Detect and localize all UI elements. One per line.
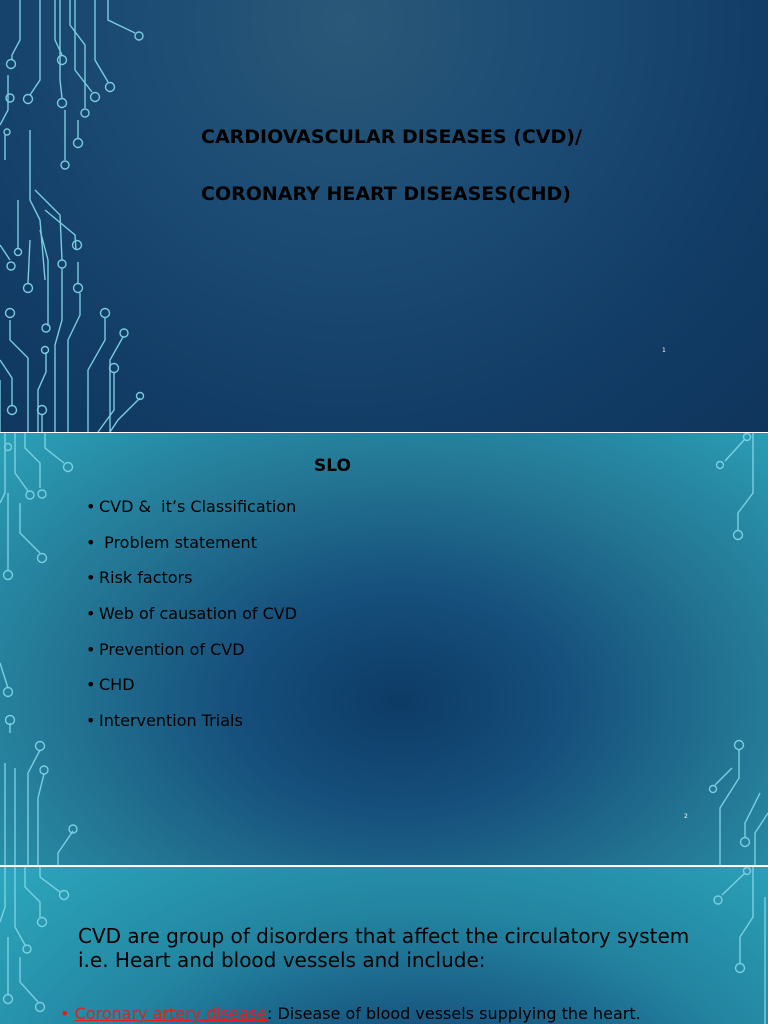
- slide-1: [0, 0, 768, 432]
- bullet-icon: •: [86, 568, 96, 588]
- list-item: [60, 1004, 641, 1023]
- slide-2: [0, 433, 768, 865]
- intro-paragraph: CVD are group of disorders that affect the circulatory system i.e. Heart and blood vessels and include:: [78, 924, 690, 972]
- list-item: • Intervention Trials: [86, 711, 243, 731]
- list-item: • Problem statement: [86, 532, 257, 552]
- slo-heading: SLO: [314, 456, 351, 476]
- bullet-icon: •: [86, 532, 96, 552]
- circuit-decoration-left: [0, 433, 90, 865]
- bullet-icon: •: [86, 604, 96, 624]
- circuit-decoration-right: [690, 433, 768, 865]
- list-item: • CHD: [86, 675, 135, 695]
- bullet-icon: •: [86, 711, 96, 731]
- bullet-icon: •: [86, 639, 96, 659]
- circuit-decoration-left: [0, 0, 160, 432]
- slide-number: 2: [684, 813, 688, 820]
- slide-title-line-1: CARDIOVASCULAR DISEASES (CVD)/: [201, 126, 582, 148]
- list-item: • CVD & it’s Classification: [86, 497, 297, 516]
- bullet-icon: •: [60, 1004, 70, 1023]
- list-item: • Risk factors: [86, 568, 193, 588]
- list-item: • Prevention of CVD: [86, 639, 245, 659]
- slide-title-line-2: CORONARY HEART DISEASES(CHD): [201, 183, 571, 205]
- list-item: • Web of causation of CVD: [86, 604, 298, 624]
- slo-bullet-list: [86, 497, 297, 747]
- slide-3: [0, 867, 768, 1024]
- bullet-icon: •: [86, 675, 96, 695]
- term-definition: : Disease of blood vessels supplying the heart.: [266, 1004, 641, 1023]
- bullet-icon: •: [86, 497, 96, 516]
- term-coronary-artery-disease: Coronary artery disease: [74, 1004, 267, 1023]
- slide-number: 1: [662, 347, 666, 354]
